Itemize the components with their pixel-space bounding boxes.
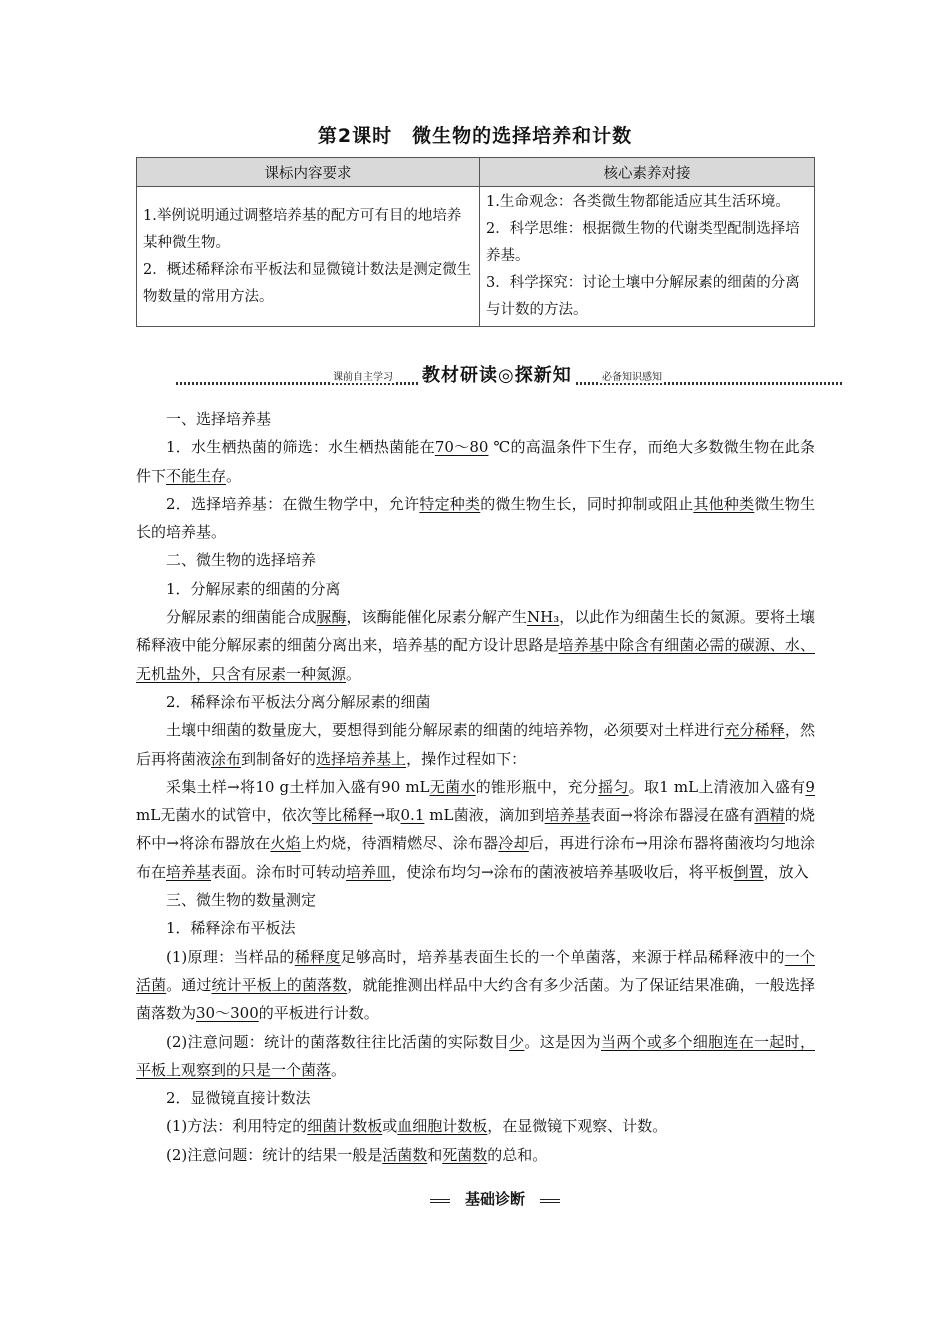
standard-line: 2．概述稀释涂布平板法和显微镜计数法是测定微生物数量的常用方法。 <box>143 261 472 305</box>
paragraph: (1)原理：当样品的稀释度足够高时，培养基表面生长的一个单菌落，来源于样品稀释液中的一个活菌。通过统计平板上的菌落数，就能推测出样品中大约含有多少活菌。为了保证结果准确，一般选择菌落数为30～300的平板进行计数。 <box>136 947 815 1023</box>
standards-cell <box>137 187 480 327</box>
competency-line: 3．科学探究：讨论土壤中分解尿素的细菌的分离与计数的方法。 <box>486 275 800 318</box>
table-header-row <box>137 158 815 187</box>
paragraph: 土壤中细菌的数量庞大，要想得到能分解尿素的细菌的纯培养物，必须要对土样进行充分稀释，然后再将菌液涂布到制备好的选择培养基上，操作过程如下： <box>136 721 815 768</box>
standard-line: 1.举例说明通过调整培养基的配方可有目的地培养某种微生物。 <box>143 207 462 251</box>
paragraph: (2)注意问题：统计的结果一般是活菌数和死菌数的总和。 <box>166 1145 548 1164</box>
competency-cell <box>480 187 815 327</box>
header-right: 核心素养对接 <box>480 158 815 187</box>
section-banner <box>176 362 842 388</box>
subsection-heading: 1．稀释涂布平板法 <box>166 919 296 938</box>
page-title: 第2课时 微生物的选择培养和计数 <box>317 125 633 147</box>
table-row <box>137 187 815 327</box>
paragraph: (1)方法：利用特定的细菌计数板或血细胞计数板，在显微镜下观察、计数。 <box>166 1117 668 1136</box>
basic-diagnosis-heading <box>430 1188 560 1212</box>
banner-right-text: 必备知识感知 <box>600 368 664 383</box>
subsection-heading: 2．稀释涂布平板法分离分解尿素的细菌 <box>166 692 431 711</box>
competency-line: 2．科学思维：根据微生物的代谢类型配制选择培养基。 <box>486 221 800 264</box>
paragraph: 采集土样→将10 g土样加入盛有90 mL无菌水的锥形瓶中，充分摇匀。取1 mL上清液加入盛有9 mL无菌水的试管中，依次等比稀释→取0.1 mL菌液，滴加到培养基表面→将涂布器浸在盛有酒精的烧杯中→将涂布器放在火焰上灼烧，待酒精燃尽、涂布器冷却后，再进行涂布→用涂布器将菌液均匀地涂布在培养基表面。涂布时可转动培养皿，使涂布均匀→涂布的菌液被培养基吸收后，将平板倒置，放入 <box>136 777 815 881</box>
banner-left-text: 课前自主学习 <box>331 368 395 383</box>
requirements-table <box>136 157 815 327</box>
header-left: 课标内容要求 <box>137 158 480 187</box>
banner-title: 教材研读◎探新知 <box>420 361 574 387</box>
content-body <box>136 405 815 1169</box>
paragraph: (2)注意问题：统计的菌落数往往比活菌的实际数目少。这是因为当两个或多个细胞连在一起时，平板上观察到的只是一个菌落。 <box>136 1032 815 1079</box>
paragraph: 1．水生栖热菌的筛选：水生栖热菌能在70～80 ℃的高温条件下生存，而绝大多数微生物在此条件下不能生存。 <box>136 438 815 485</box>
section-heading: 一、选择培养基 <box>166 410 272 428</box>
section-heading: 三、微生物的数量测定 <box>166 891 317 910</box>
paragraph: 分解尿素的细菌能合成脲酶，该酶能催化尿素分解产生NH₃，以此作为细菌生长的氮源。要将土壤稀释液中能分解尿素的细菌分离出来，培养基的配方设计思路是培养基中除含有细菌必需的碳源、水、无机盐外，只含有尿素一种氮源。 <box>136 608 815 683</box>
competency-line: 1.生命观念：各类微生物都能适应其生活环境。 <box>486 194 790 210</box>
section-heading: 二、微生物的选择培养 <box>166 551 317 570</box>
paragraph: 2．选择培养基：在微生物学中，允许特定种类的微生物生长，同时抑制或阻止其他种类微生物生长的培养基。 <box>136 494 815 542</box>
heading-label: 基础诊断 <box>450 1188 540 1209</box>
subsection-heading: 2．显微镜直接计数法 <box>166 1089 311 1108</box>
subsection-heading: 1．分解尿素的细菌的分离 <box>166 579 341 598</box>
